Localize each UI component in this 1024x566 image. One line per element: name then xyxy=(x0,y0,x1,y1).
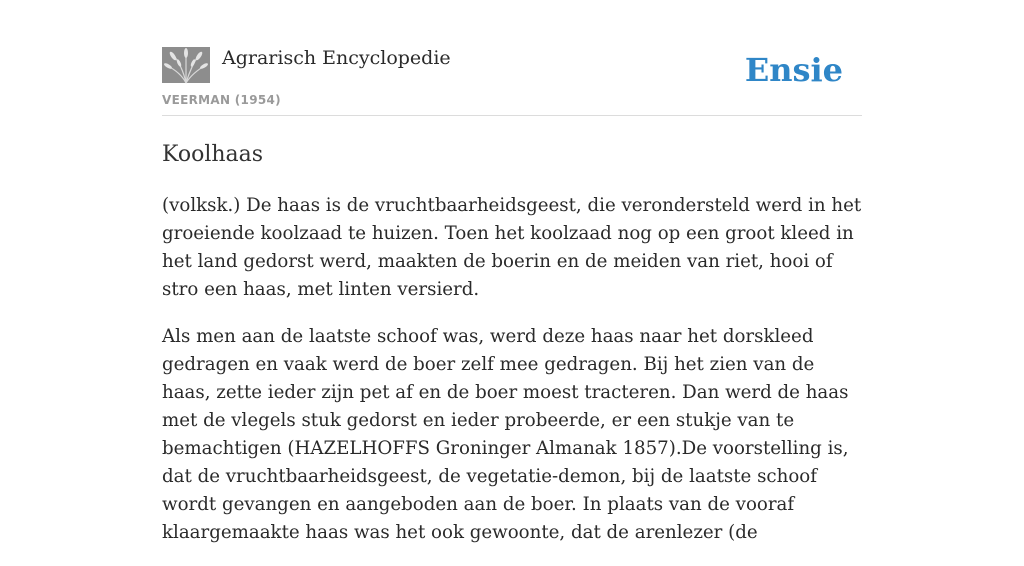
wheat-ears-icon xyxy=(162,47,210,83)
book-author-year: VEERMAN (1954) xyxy=(162,93,281,107)
paragraph: (volksk.) De haas is de vruchtbaarheidsgeest, die verondersteld werd in het groeiende koolzaad te huizen. Toen het koolzaad nog op een groot kleed in het land gedorst werd, maakten de boerin en de meiden van riet, hooi of stro een haas, met linten versierd. xyxy=(162,195,862,300)
book-title-link[interactable]: Agrarisch Encyclopedie xyxy=(222,47,451,69)
entry-body xyxy=(162,192,866,566)
entry-header xyxy=(162,46,862,116)
entry-title: Koolhaas xyxy=(162,142,264,167)
paragraph: Als men aan de laatste schoof was, werd deze haas naar het dorskleed gedragen en vaak werd de boer zelf mee gedragen. Bij het zien van de haas, zette ieder zijn pet af en de boer moest tracteren. Dan werd de haas met de vlegels stuk gedorst en ieder probeerde, er een stukje van te bemachtigen (HAZELHOFFS Groninger Almanak 1857).De voorstelling is, dat de vruchtbaarheidsgeest, de vegetatie-demon, bij de laatste schoof wordt gevangen en aangeboden aan de boer. In plaats van de vooraf klaargemaakte haas was het ook gewoonte, dat de arenlezer (de xyxy=(162,326,849,543)
book-thumbnail-image[interactable] xyxy=(162,47,210,83)
ensie-logo[interactable]: Ensie xyxy=(744,51,843,89)
